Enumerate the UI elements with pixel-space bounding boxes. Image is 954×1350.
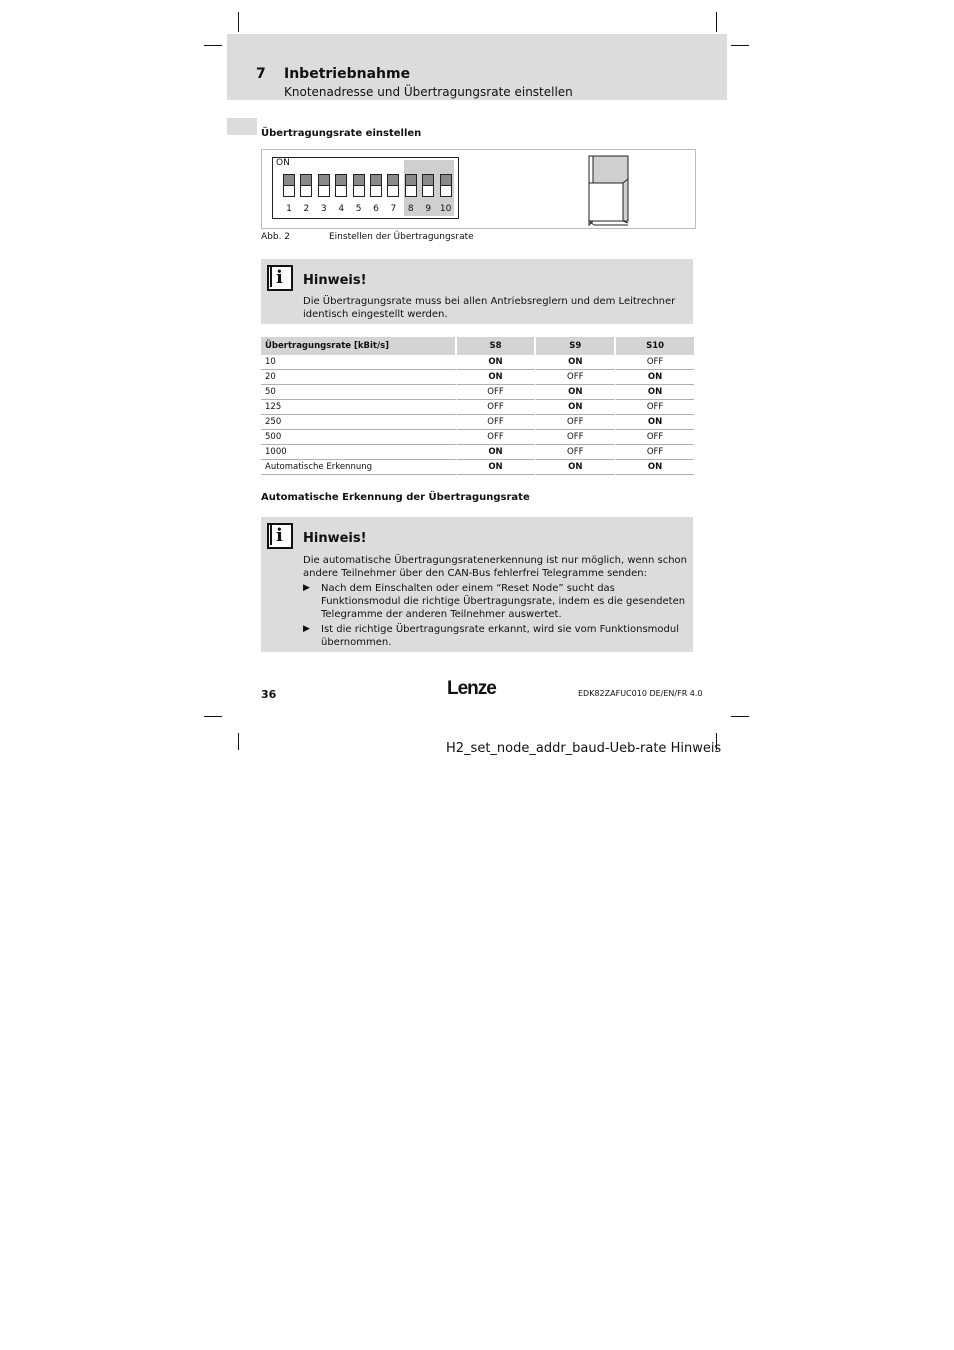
note-text: Die Übertragungsrate muss bei allen Antriebsreglern und dem Leitrechner identisch eingestellt werden.	[303, 296, 676, 320]
table-row	[261, 460, 694, 475]
dip-switch-8	[405, 174, 417, 197]
crop-mark	[716, 12, 717, 32]
table-cell: ON	[536, 385, 616, 400]
info-icon: i	[267, 523, 293, 549]
dip-switch-number: 10	[439, 204, 452, 214]
dip-switch-number: 2	[303, 204, 310, 214]
table-header: S9	[536, 337, 616, 355]
lenze-logo: Lenze	[447, 678, 496, 699]
table-header: S8	[457, 337, 537, 355]
dip-switch-number: 5	[355, 204, 362, 214]
table-cell: 500	[261, 430, 457, 445]
crop-mark	[238, 733, 239, 750]
side-tab	[227, 118, 257, 135]
list-item-text: Nach dem Einschalten oder einem “Reset Node” sucht das Funktionsmodul die richtige Übertragungsrate, indem es die gesendeten Telegramme der anderen Teilnehmer auswertet.	[321, 583, 686, 620]
note-box	[261, 517, 693, 652]
table-cell: ON	[457, 355, 537, 370]
table-row	[261, 400, 694, 415]
dip-switch-5	[353, 174, 365, 197]
baud-rate-table	[261, 337, 694, 475]
table-header: S10	[616, 337, 694, 355]
dip-switch-number: 7	[390, 204, 397, 214]
crop-mark	[731, 45, 749, 46]
table-cell: OFF	[457, 400, 537, 415]
dip-switch-number: 3	[320, 204, 327, 214]
dip-switch-3	[318, 174, 330, 197]
table-cell: ON	[536, 355, 616, 370]
table-cell: Automatische Erkennung	[261, 460, 457, 475]
crop-mark	[238, 12, 239, 32]
table-cell: ON	[457, 460, 537, 475]
table-cell: ON	[616, 370, 694, 385]
crop-mark	[204, 716, 222, 717]
dip-switch-4	[335, 174, 347, 197]
table-cell: ON	[536, 460, 616, 475]
table-cell: OFF	[457, 430, 537, 445]
info-icon: i	[267, 265, 293, 291]
section-title: Automatische Erkennung der Übertragungsrate	[261, 492, 530, 503]
table-row	[261, 370, 694, 385]
table-cell: 20	[261, 370, 457, 385]
dip-switch-9	[422, 174, 434, 197]
dip-switch-6	[370, 174, 382, 197]
switch-side-view-icon	[586, 153, 632, 227]
dip-switch-1	[283, 174, 295, 197]
table-cell: 250	[261, 415, 457, 430]
table-cell: OFF	[536, 430, 616, 445]
dip-switch-number: 8	[407, 204, 414, 214]
document-id: EDK82ZAFUC010 DE/EN/FR 4.0	[578, 689, 703, 698]
dip-switch-2	[300, 174, 312, 197]
table-cell: OFF	[536, 370, 616, 385]
table-cell: ON	[536, 400, 616, 415]
dip-switch-number: 6	[373, 204, 379, 214]
section-title: Übertragungsrate einstellen	[261, 128, 422, 139]
dip-switch-number: 4	[338, 204, 345, 214]
table-cell: ON	[457, 445, 537, 460]
crop-mark	[731, 716, 749, 717]
dip-switch-10	[440, 174, 452, 197]
table-cell: OFF	[536, 415, 616, 430]
list-item-text: Ist die richtige Übertragungsrate erkannt, wird sie vom Funktionsmodul übernommen.	[321, 624, 679, 648]
table-cell: 10	[261, 355, 457, 370]
table-cell: 125	[261, 400, 457, 415]
dip-switch-7	[387, 174, 399, 197]
bullet-arrow-icon: ▶	[303, 583, 310, 593]
table-cell: OFF	[616, 355, 694, 370]
dip-switch-number: 1	[286, 204, 292, 214]
note-box	[261, 259, 693, 324]
note-text: Die automatische Übertragungsratenerkennung ist nur möglich, wenn schon andere Teilnehmer über den CAN-Bus fehlerfrei Telegramme senden:	[303, 555, 688, 579]
table-cell: ON	[616, 460, 694, 475]
chapter-title: Inbetriebnahme	[284, 66, 411, 82]
bullet-arrow-icon: ▶	[303, 624, 310, 634]
table-cell: OFF	[457, 415, 537, 430]
table-cell: ON	[616, 385, 694, 400]
bottom-label: H2_set_node_addr_baud-Ueb-rate Hinweis	[446, 741, 722, 756]
note-title: Hinweis!	[303, 531, 367, 546]
table-row	[261, 430, 694, 445]
table-header-row	[261, 337, 694, 355]
table-cell: OFF	[616, 445, 694, 460]
page-number: 36	[261, 688, 277, 701]
table-cell: OFF	[616, 430, 694, 445]
table-row	[261, 385, 694, 400]
note-title: Hinweis!	[303, 273, 367, 288]
figure-caption-number: Abb. 2	[261, 232, 291, 242]
table-cell: OFF	[616, 400, 694, 415]
table-cell: 1000	[261, 445, 457, 460]
table-row	[261, 445, 694, 460]
table-cell: ON	[616, 415, 694, 430]
figure-caption-text: Einstellen der Übertragungsrate	[329, 232, 474, 242]
table-row	[261, 415, 694, 430]
dip-switch-number: 9	[425, 204, 432, 214]
crop-mark	[204, 45, 222, 46]
chapter-number: 7	[256, 66, 266, 82]
table-cell: OFF	[536, 445, 616, 460]
table-cell: OFF	[457, 385, 537, 400]
chapter-subtitle: Knotenadresse und Übertragungsrate einstellen	[284, 85, 573, 99]
dip-on-label: ON	[276, 158, 290, 168]
table-header: Übertragungsrate [kBit/s]	[261, 337, 457, 355]
table-cell: 50	[261, 385, 457, 400]
table-row	[261, 355, 694, 370]
table-cell: ON	[457, 370, 537, 385]
